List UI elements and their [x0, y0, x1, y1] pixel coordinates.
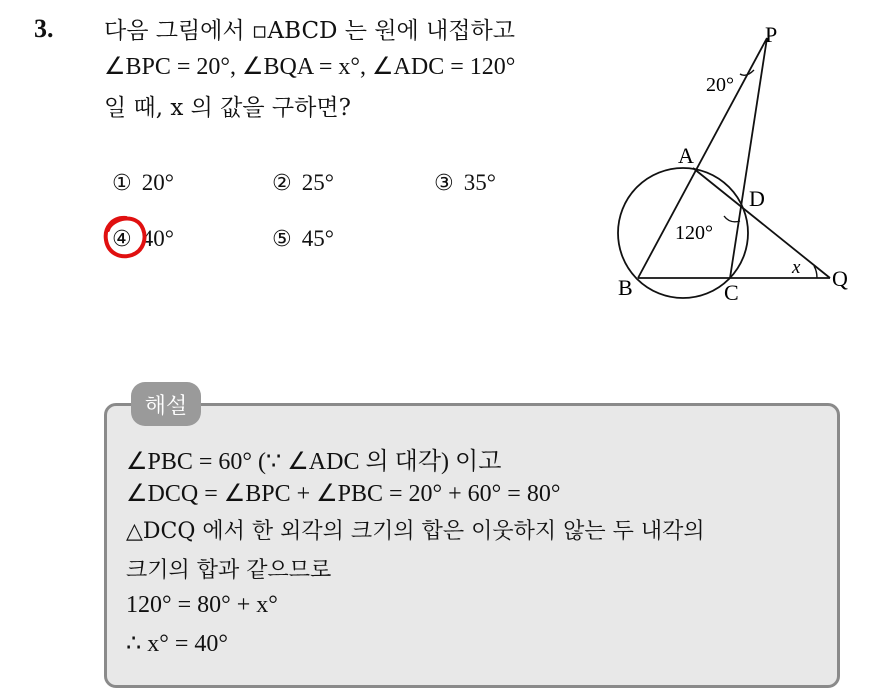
- label-q: Q: [832, 266, 848, 291]
- question-line-3: 일 때, x 의 값을 구하면?: [104, 95, 351, 121]
- geometry-diagram: [600, 20, 860, 310]
- solution-line-1: ∠PBC = 60° (∵ ∠ADC 의 대각) 이고: [126, 449, 502, 475]
- label-a: A: [678, 143, 694, 168]
- choice-4-mark: ④: [112, 227, 132, 252]
- solution-tag: 해설: [131, 382, 201, 426]
- angle-p-label: 20°: [706, 74, 734, 96]
- angle-d-arc: [724, 216, 740, 222]
- choice-3[interactable]: [434, 170, 496, 196]
- choice-1-mark: ①: [112, 171, 132, 196]
- angle-q-label: x: [792, 257, 801, 278]
- choice-2[interactable]: [272, 170, 334, 196]
- choice-2-mark: ②: [272, 171, 292, 196]
- selected-answer-circle: [100, 212, 150, 262]
- question-number: 3.: [34, 14, 54, 43]
- solution-line-6: ∴ x° = 40°: [126, 631, 228, 657]
- choice-5-mark: ⑤: [272, 227, 292, 252]
- solution-line-2: ∠DCQ = ∠BPC + ∠PBC = 20° + 60° = 80°: [126, 481, 561, 507]
- solution-line-3: △DCQ 에서 한 외각의 크기의 합은 이웃하지 않는 두 내각의: [126, 519, 705, 544]
- choice-5[interactable]: [272, 226, 334, 252]
- choice-3-mark: ③: [434, 171, 454, 196]
- question-line-2: ∠BPC = 20°, ∠BQA = x°, ∠ADC = 120°: [104, 54, 516, 80]
- choice-1-value: 20°: [141, 170, 174, 195]
- choice-4-value: 40°: [141, 226, 174, 251]
- solution-line-4: 크기의 합과 같으므로: [126, 558, 332, 583]
- choice-1[interactable]: [112, 170, 174, 196]
- angle-p-arc: [740, 70, 754, 75]
- label-b: B: [618, 275, 633, 300]
- angle-d-label: 120°: [675, 222, 713, 244]
- label-c: C: [724, 280, 739, 305]
- solution-line-5: 120° = 80° + x°: [126, 592, 278, 618]
- question-line-1: 다음 그림에서 ▫ABCD 는 원에 내접하고: [104, 18, 515, 44]
- label-d: D: [749, 186, 765, 211]
- choice-2-value: 25°: [301, 170, 334, 195]
- choice-5-value: 45°: [301, 226, 334, 251]
- line-aq: [693, 168, 830, 278]
- label-p: P: [765, 22, 778, 47]
- choice-3-value: 35°: [463, 170, 496, 195]
